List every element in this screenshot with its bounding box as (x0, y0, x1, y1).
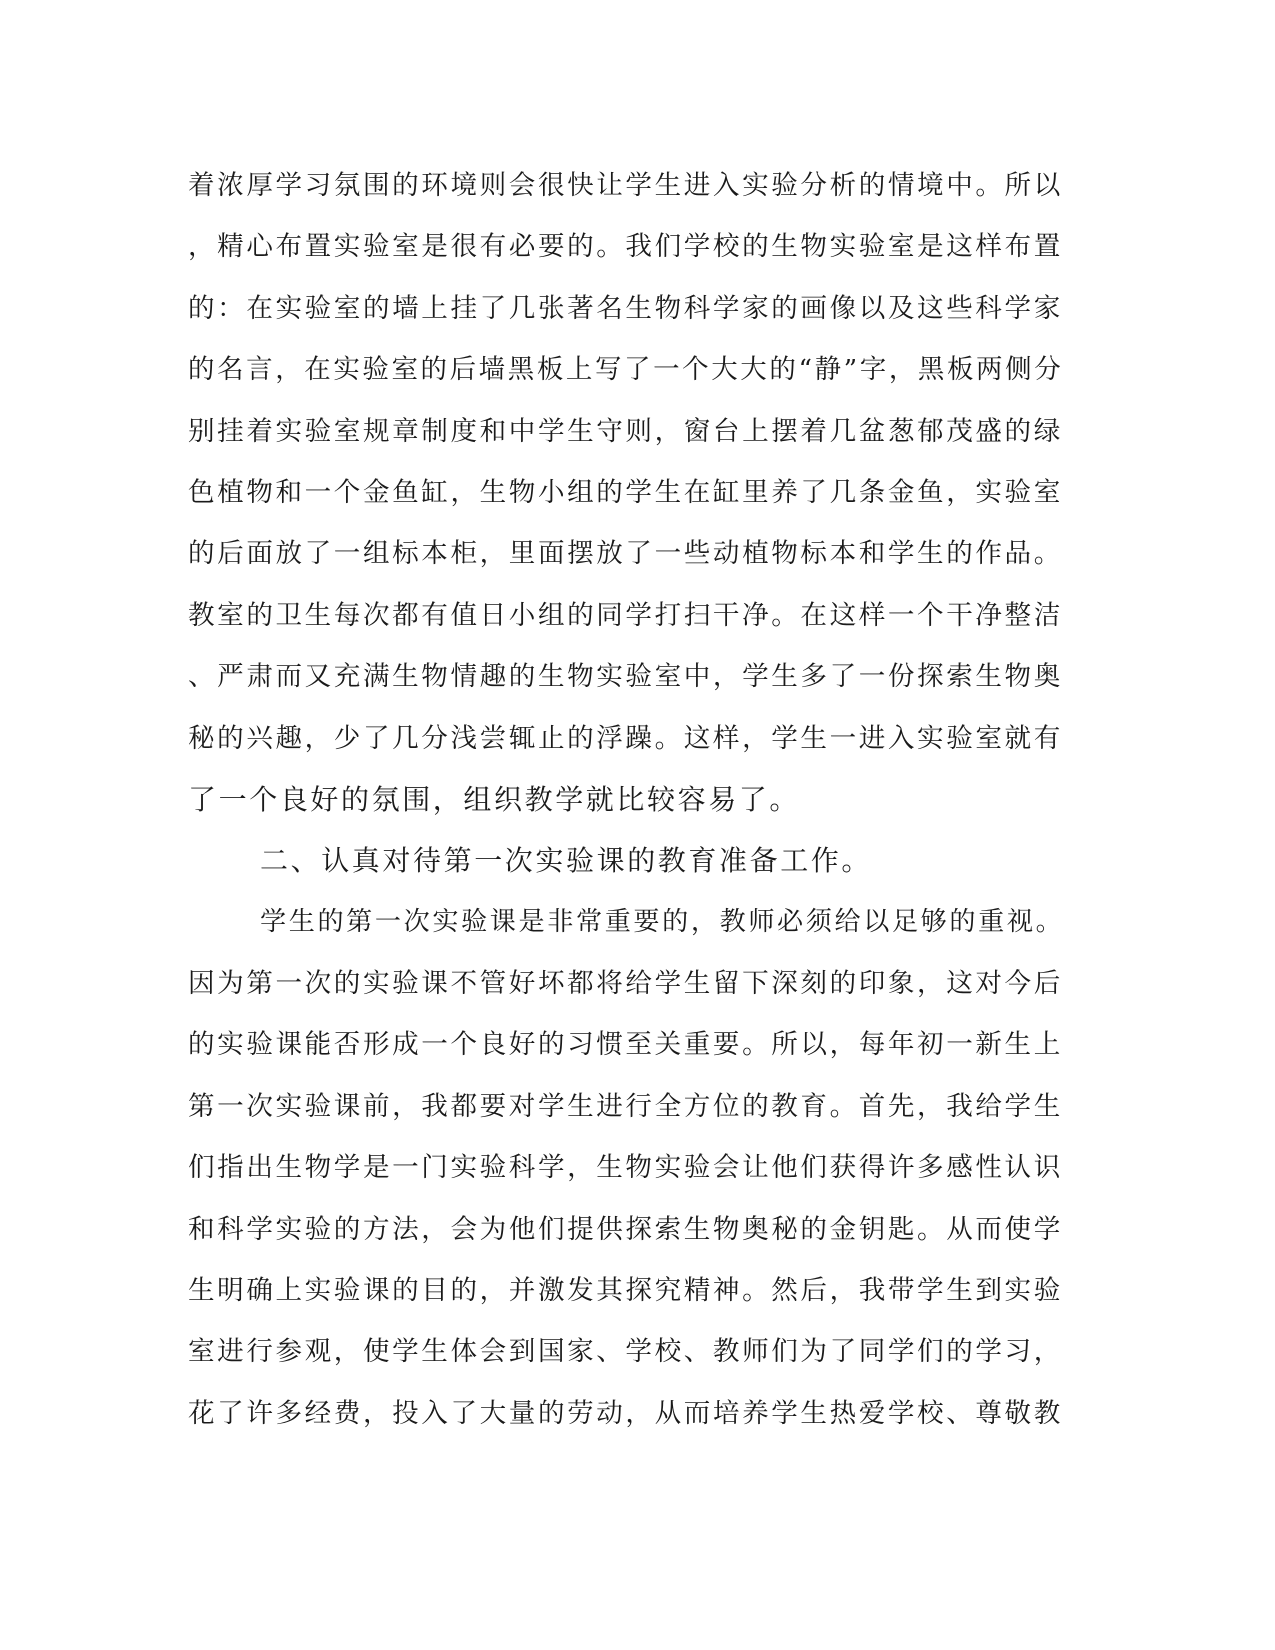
text-line: 秘的兴趣，少了几分浅尝辄止的浮躁。这样，学生一进入实验室就有 (188, 722, 1063, 754)
text-line: 的名言，在实验室的后墙黑板上写了一个大大的“静”字，黑板两侧分 (188, 354, 1064, 386)
text-line: 教室的卫生每次都有值日小组的同学打扫干净。在这样一个干净整洁 (188, 599, 1063, 631)
text-line: 了一个良好的氛围，组织教学就比较容易了。 (188, 782, 801, 816)
text-line: 第一次实验课前，我都要对学生进行全方位的教育。首先，我给学生 (188, 1090, 1063, 1122)
text-line: 的后面放了一组标本柜，里面摆放了一些动植物标本和学生的作品。 (188, 538, 1063, 570)
text-line: 色植物和一个金鱼缸，生物小组的学生在缸里养了几条金鱼，实验室 (188, 476, 1063, 508)
section-heading: 二、认真对待第一次实验课的教育准备工作。 (260, 844, 873, 878)
text-line: 因为第一次的实验课不管好坏都将给学生留下深刻的印象，这对今后 (188, 968, 1063, 1000)
text-line: 的实验课能否形成一个良好的习惯至关重要。所以，每年初一新生上 (188, 1029, 1063, 1061)
text-line: 室进行参观，使学生体会到国家、学校、教师们为了同学们的学习， (188, 1336, 1063, 1368)
text-line: 们指出生物学是一门实验科学，生物实验会让他们获得许多感性认识 (188, 1152, 1063, 1184)
text-line: 的：在实验室的墙上挂了几张著名生物科学家的画像以及这些科学家 (188, 292, 1063, 324)
text-line: 、严肃而又充满生物情趣的生物实验室中，学生多了一份探索生物奥 (188, 661, 1063, 693)
text-line: ，精心布置实验室是很有必要的。我们学校的生物实验室是这样布置 (188, 231, 1063, 263)
text-line: 和科学实验的方法，会为他们提供探索生物奥秘的金钥匙。从而使学 (188, 1213, 1063, 1245)
text-line: 学生的第一次实验课是非常重要的，教师必须给以足够的重视。 (260, 906, 1065, 937)
text-line: 花了许多经费，投入了大量的劳动，从而培养学生热爱学校、尊敬教 (188, 1397, 1063, 1429)
text-line: 生明确上实验课的目的，并激发其探究精神。然后，我带学生到实验 (188, 1275, 1063, 1307)
body-text (188, 155, 1068, 1444)
text-line: 着浓厚学习氛围的环境则会很快让学生进入实验分析的情境中。所以 (188, 170, 1063, 201)
text-line: 别挂着实验室规章制度和中学生守则，窗台上摆着几盆葱郁茂盛的绿 (188, 415, 1063, 447)
